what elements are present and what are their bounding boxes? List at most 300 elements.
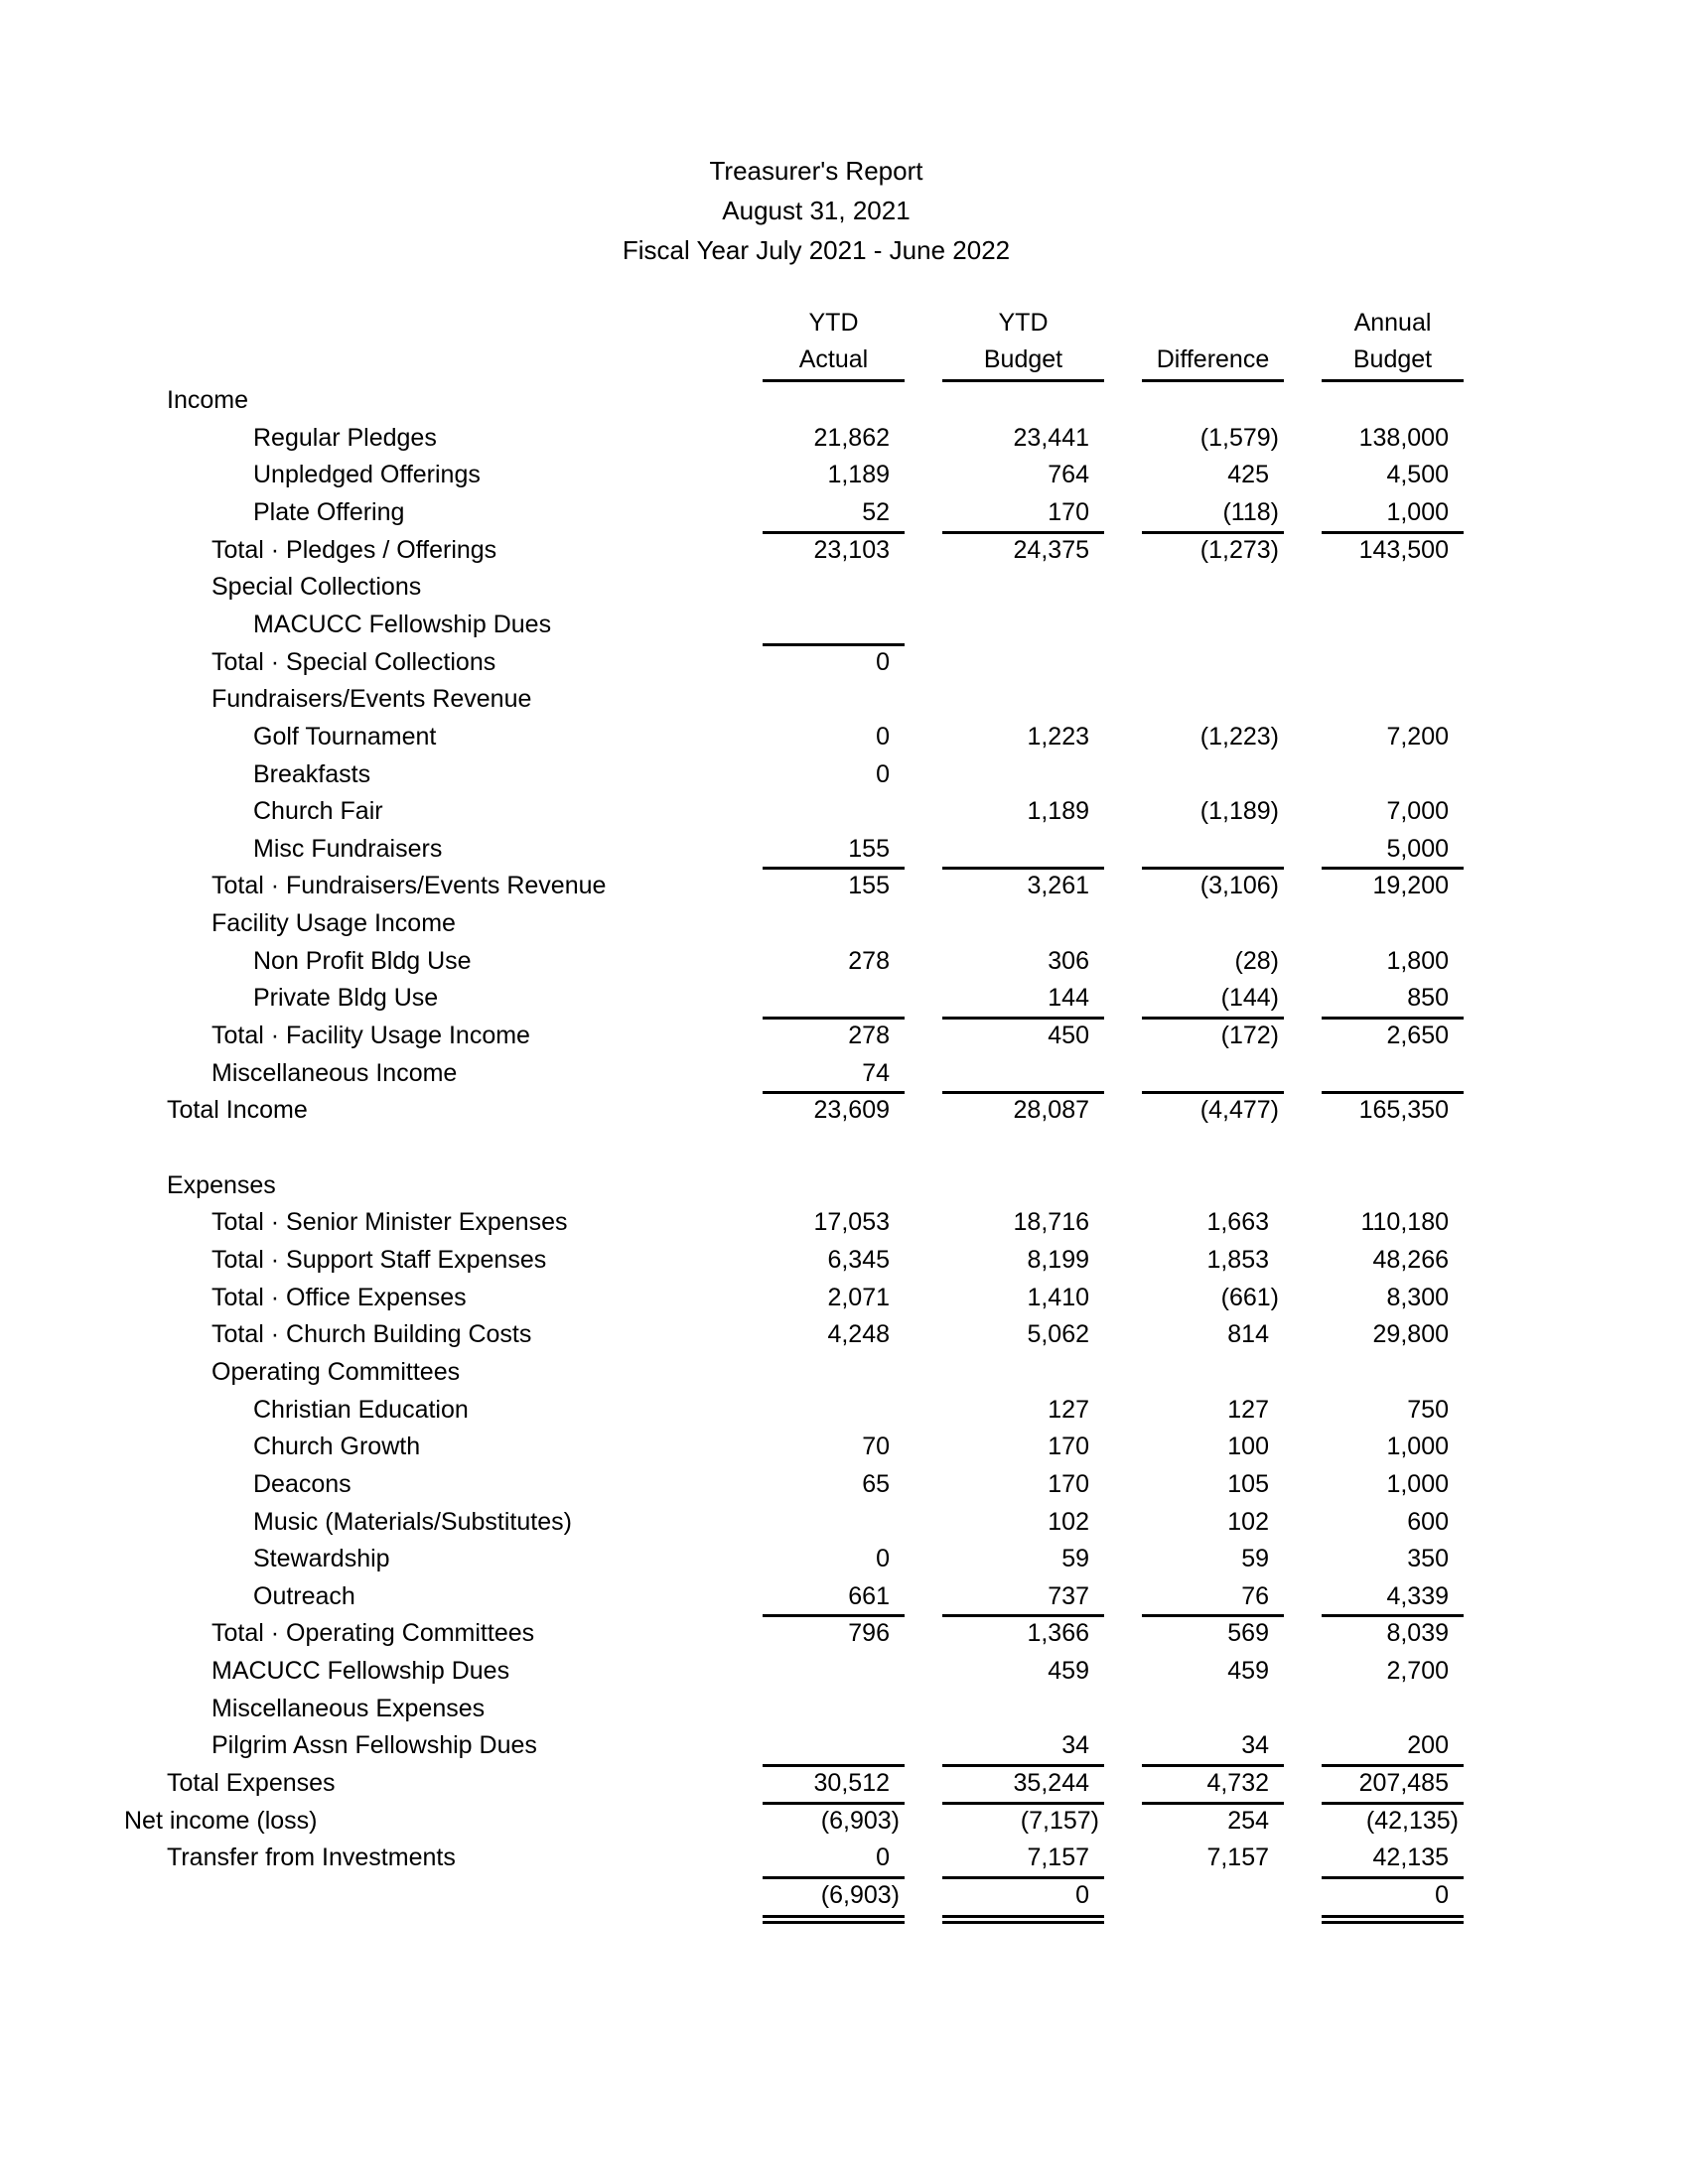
cell-annual — [1322, 1802, 1464, 1840]
cell-value: (6,903) — [820, 1881, 900, 1909]
cell-difference — [1142, 1802, 1284, 1840]
column-header-budget-line1: YTD — [998, 309, 1049, 337]
cell-actual — [763, 792, 905, 830]
cell-difference — [1142, 1315, 1284, 1353]
cell-actual — [763, 1652, 905, 1690]
cell-annual — [1322, 1166, 1464, 1204]
cell-budget — [942, 1315, 1104, 1353]
total-row — [0, 1315, 1688, 1353]
cell-value: 1,000 — [1386, 1470, 1449, 1498]
cell-budget — [942, 718, 1104, 755]
row-label: Total · Fundraisers/Events Revenue — [211, 872, 607, 899]
table-row — [0, 1391, 1688, 1429]
cell-difference — [1142, 1690, 1284, 1727]
cell-difference — [1142, 1129, 1284, 1166]
cell-difference — [1142, 830, 1284, 868]
cell-difference — [1142, 381, 1284, 419]
cell-actual — [763, 606, 905, 643]
row-label: Expenses — [167, 1171, 276, 1199]
table-row — [0, 755, 1688, 793]
cell-difference — [1142, 1054, 1284, 1092]
cell-annual — [1322, 419, 1464, 457]
cell-value: 8,039 — [1386, 1619, 1449, 1647]
cell-budget — [942, 381, 1104, 419]
cell-value: 7,000 — [1386, 797, 1449, 825]
cell-budget — [942, 1241, 1104, 1279]
cell-actual — [763, 381, 905, 419]
cell-difference — [1142, 1091, 1284, 1129]
cell-annual — [1322, 1503, 1464, 1541]
cell-annual — [1322, 1465, 1464, 1503]
cell-value: 59 — [1241, 1545, 1269, 1572]
cell-difference — [1142, 1428, 1284, 1465]
cell-value: 8,300 — [1386, 1284, 1449, 1311]
cell-difference — [1142, 1166, 1284, 1204]
cell-annual — [1322, 531, 1464, 569]
cell-value: (28) — [1234, 947, 1279, 975]
cell-annual — [1322, 1017, 1464, 1054]
total-row — [0, 1241, 1688, 1279]
cell-actual — [763, 1315, 905, 1353]
table-row — [0, 680, 1688, 718]
cell-value: 7,157 — [1027, 1843, 1089, 1871]
total-row — [0, 1203, 1688, 1241]
total-row — [0, 1017, 1688, 1054]
cell-difference — [1142, 1614, 1284, 1652]
cell-value: 207,485 — [1358, 1769, 1449, 1797]
cell-budget — [942, 531, 1104, 569]
spacer-row — [0, 1129, 1688, 1166]
row-label: Operating Committees — [211, 1358, 461, 1386]
cell-annual — [1322, 830, 1464, 868]
cell-annual — [1322, 1315, 1464, 1353]
table-row — [0, 606, 1688, 643]
row-label: Total Income — [167, 1096, 308, 1124]
cell-value: 3,261 — [1027, 872, 1089, 899]
cell-difference — [1142, 1652, 1284, 1690]
table-row — [0, 1540, 1688, 1577]
grand-total-row — [0, 1876, 1688, 1914]
column-header-annual-line2: Budget — [1352, 345, 1433, 373]
cell-budget — [942, 1577, 1104, 1615]
cell-actual — [763, 1540, 905, 1577]
cell-difference — [1142, 493, 1284, 531]
cell-actual — [763, 1279, 905, 1316]
cell-actual — [763, 718, 905, 755]
cell-budget — [942, 1129, 1104, 1166]
cell-value: 1,366 — [1027, 1619, 1089, 1647]
cell-budget — [942, 568, 1104, 606]
row-label: Christian Education — [253, 1396, 469, 1424]
cell-value: 600 — [1407, 1508, 1449, 1536]
cell-value: 170 — [1048, 1470, 1089, 1498]
cell-difference — [1142, 1353, 1284, 1391]
cell-actual — [763, 1428, 905, 1465]
column-header-annual-line1: Annual — [1353, 309, 1432, 337]
cell-annual — [1322, 1614, 1464, 1652]
cell-budget — [942, 1091, 1104, 1129]
cell-value: 425 — [1227, 461, 1269, 488]
cell-value: 1,189 — [827, 461, 890, 488]
cell-budget — [942, 419, 1104, 457]
cell-value: 138,000 — [1358, 424, 1449, 452]
cell-value: 1,000 — [1386, 1433, 1449, 1460]
cell-actual — [763, 1465, 905, 1503]
cell-actual — [763, 1017, 905, 1054]
table-row — [0, 1690, 1688, 1727]
cell-value: 2,071 — [827, 1284, 890, 1311]
cell-annual — [1322, 1876, 1464, 1914]
cell-value: (42,135) — [1365, 1807, 1459, 1835]
cell-budget — [942, 1652, 1104, 1690]
table-row — [0, 568, 1688, 606]
table-row — [0, 718, 1688, 755]
cell-actual — [763, 680, 905, 718]
row-label: Total · Pledges / Offerings — [211, 536, 497, 564]
cell-value: 127 — [1048, 1396, 1089, 1424]
table-row — [0, 456, 1688, 493]
row-label: Stewardship — [253, 1545, 390, 1572]
cell-value: 6,345 — [827, 1246, 890, 1274]
cell-annual — [1322, 643, 1464, 681]
cell-difference — [1142, 1577, 1284, 1615]
cell-value: 7,157 — [1206, 1843, 1269, 1871]
report-title: Treasurer's Report — [709, 156, 923, 186]
row-label: Miscellaneous Expenses — [211, 1695, 486, 1722]
cell-value: (1,273) — [1199, 536, 1279, 564]
column-header-difference-line2: Difference — [1156, 345, 1270, 373]
cell-budget — [942, 1503, 1104, 1541]
cell-annual — [1322, 718, 1464, 755]
cell-actual — [763, 1690, 905, 1727]
row-label: Church Growth — [253, 1433, 421, 1460]
cell-budget — [942, 867, 1104, 904]
cell-value: (7,157) — [1020, 1807, 1099, 1835]
cell-value: 278 — [848, 1022, 890, 1049]
cell-value: 28,087 — [1013, 1096, 1089, 1124]
cell-value: 0 — [1075, 1881, 1089, 1909]
cell-actual — [763, 830, 905, 868]
cell-difference — [1142, 718, 1284, 755]
cell-value: (6,903) — [820, 1807, 900, 1835]
total-row — [0, 1279, 1688, 1316]
cell-actual — [763, 1054, 905, 1092]
cell-annual — [1322, 904, 1464, 942]
cell-annual — [1322, 1279, 1464, 1316]
row-label: Golf Tournament — [253, 723, 437, 751]
cell-difference — [1142, 568, 1284, 606]
row-label: Private Bldg Use — [253, 984, 439, 1012]
row-label: Income — [167, 386, 248, 414]
cell-budget — [942, 1839, 1104, 1876]
cell-annual — [1322, 1129, 1464, 1166]
cell-value: 23,441 — [1013, 424, 1089, 452]
table-row — [0, 1428, 1688, 1465]
cell-value: 105 — [1227, 1470, 1269, 1498]
cell-annual — [1322, 456, 1464, 493]
cell-budget — [942, 1876, 1104, 1914]
cell-value: (3,106) — [1199, 872, 1279, 899]
row-label: Outreach — [253, 1582, 355, 1610]
row-label: Net income (loss) — [124, 1807, 318, 1835]
cell-difference — [1142, 942, 1284, 980]
cell-value: 2,700 — [1386, 1657, 1449, 1685]
cell-value: 76 — [1241, 1582, 1269, 1610]
row-label: Non Profit Bldg Use — [253, 947, 472, 975]
cell-annual — [1322, 755, 1464, 793]
cell-annual — [1322, 792, 1464, 830]
cell-budget — [942, 1540, 1104, 1577]
cell-annual — [1322, 1203, 1464, 1241]
cell-value: 42,135 — [1372, 1843, 1449, 1871]
table-row — [0, 1353, 1688, 1391]
cell-budget — [942, 755, 1104, 793]
cell-annual — [1322, 1764, 1464, 1802]
cell-annual — [1322, 942, 1464, 980]
cell-value: 102 — [1227, 1508, 1269, 1536]
row-label: Total · Office Expenses — [211, 1284, 467, 1311]
cell-actual — [763, 1614, 905, 1652]
cell-actual — [763, 755, 905, 793]
row-label: Plate Offering — [253, 498, 405, 526]
cell-actual — [763, 1203, 905, 1241]
row-label: Breakfasts — [253, 760, 371, 788]
cell-annual — [1322, 1054, 1464, 1092]
cell-annual — [1322, 1391, 1464, 1429]
cell-annual — [1322, 1839, 1464, 1876]
table-row — [0, 1726, 1688, 1764]
cell-value: (172) — [1220, 1022, 1279, 1049]
cell-actual — [763, 568, 905, 606]
table-row — [0, 419, 1688, 457]
total-row — [0, 1091, 1688, 1129]
row-label: Special Collections — [211, 573, 422, 601]
cell-annual — [1322, 1690, 1464, 1727]
row-label: Unpledged Offerings — [253, 461, 481, 488]
cell-value: 1,410 — [1027, 1284, 1089, 1311]
cell-value: 19,200 — [1372, 872, 1449, 899]
cell-value: (1,189) — [1199, 797, 1279, 825]
row-label: Total · Facility Usage Income — [211, 1022, 530, 1049]
cell-value: 30,512 — [813, 1769, 890, 1797]
cell-value: 18,716 — [1013, 1208, 1089, 1236]
cell-value: (661) — [1220, 1284, 1279, 1311]
row-label: Regular Pledges — [253, 424, 437, 452]
cell-value: 110,180 — [1360, 1208, 1449, 1236]
cell-value: 5,000 — [1386, 835, 1449, 863]
cell-budget — [942, 1391, 1104, 1429]
cell-value: 1,663 — [1206, 1208, 1269, 1236]
cell-actual — [763, 1503, 905, 1541]
cell-value: 850 — [1407, 984, 1449, 1012]
cell-value: (1,579) — [1199, 424, 1279, 452]
cell-annual — [1322, 1652, 1464, 1690]
cell-value: 4,500 — [1386, 461, 1449, 488]
cell-actual — [763, 419, 905, 457]
cell-difference — [1142, 1503, 1284, 1541]
cell-value: (144) — [1220, 984, 1279, 1012]
table-row — [0, 830, 1688, 868]
cell-actual — [763, 1166, 905, 1204]
cell-value: 459 — [1048, 1657, 1089, 1685]
row-label: Total · Support Staff Expenses — [211, 1246, 547, 1274]
cell-value: 1,800 — [1386, 947, 1449, 975]
table-row — [0, 381, 1688, 419]
report-fiscal-year: Fiscal Year July 2021 - June 2022 — [622, 235, 1011, 265]
cell-actual — [763, 1876, 905, 1914]
cell-difference — [1142, 1017, 1284, 1054]
row-label: Total · Church Building Costs — [211, 1320, 532, 1348]
cell-actual — [763, 1577, 905, 1615]
cell-annual — [1322, 606, 1464, 643]
cell-value: (4,477) — [1199, 1096, 1279, 1124]
cell-annual — [1322, 1091, 1464, 1129]
cell-difference — [1142, 456, 1284, 493]
cell-actual — [763, 904, 905, 942]
cell-actual — [763, 456, 905, 493]
cell-difference — [1142, 531, 1284, 569]
cell-value: 74 — [862, 1059, 890, 1087]
cell-difference — [1142, 680, 1284, 718]
cell-value: 764 — [1048, 461, 1089, 488]
report-date: August 31, 2021 — [722, 196, 911, 225]
cell-annual — [1322, 979, 1464, 1017]
cell-difference — [1142, 1241, 1284, 1279]
cell-value: 23,103 — [813, 536, 890, 564]
table-row — [0, 904, 1688, 942]
double-underline — [1322, 1915, 1464, 1924]
row-label: Church Fair — [253, 797, 383, 825]
cell-value: 569 — [1227, 1619, 1269, 1647]
cell-value: 155 — [848, 835, 890, 863]
cell-value: 143,500 — [1358, 536, 1449, 564]
cell-value: 5,062 — [1027, 1320, 1089, 1348]
cell-value: 52 — [862, 498, 890, 526]
total-row — [0, 867, 1688, 904]
column-header-actual-line1: YTD — [808, 309, 859, 337]
cell-value: 127 — [1227, 1396, 1269, 1424]
cell-value: 1,189 — [1027, 797, 1089, 825]
cell-value: 459 — [1227, 1657, 1269, 1685]
cell-value: 0 — [1435, 1881, 1449, 1909]
cell-annual — [1322, 1577, 1464, 1615]
cell-budget — [942, 643, 1104, 681]
cell-difference — [1142, 606, 1284, 643]
cell-budget — [942, 680, 1104, 718]
cell-difference — [1142, 867, 1284, 904]
cell-value: 450 — [1048, 1022, 1089, 1049]
cell-actual — [763, 1764, 905, 1802]
cell-annual — [1322, 568, 1464, 606]
row-label: Pilgrim Assn Fellowship Dues — [211, 1731, 537, 1759]
cell-budget — [942, 1802, 1104, 1840]
cell-value: 48,266 — [1372, 1246, 1449, 1274]
cell-budget — [942, 979, 1104, 1017]
cell-actual — [763, 1839, 905, 1876]
cell-difference — [1142, 904, 1284, 942]
cell-annual — [1322, 680, 1464, 718]
row-label: Miscellaneous Income — [211, 1059, 458, 1087]
table-row — [0, 1166, 1688, 1204]
row-label: Misc Fundraisers — [253, 835, 443, 863]
cell-actual — [763, 867, 905, 904]
cell-value: 306 — [1048, 947, 1089, 975]
table-row — [0, 1652, 1688, 1690]
row-label: Transfer from Investments — [167, 1843, 456, 1871]
cell-actual — [763, 942, 905, 980]
cell-value: (1,223) — [1199, 723, 1279, 751]
row-label: MACUCC Fellowship Dues — [211, 1657, 510, 1685]
cell-actual — [763, 1129, 905, 1166]
cell-actual — [763, 1802, 905, 1840]
cell-difference — [1142, 1726, 1284, 1764]
cell-value: 34 — [1241, 1731, 1269, 1759]
cell-value: (118) — [1222, 498, 1279, 526]
table-row — [0, 979, 1688, 1017]
cell-annual — [1322, 1540, 1464, 1577]
cell-difference — [1142, 755, 1284, 793]
cell-value: 737 — [1048, 1582, 1089, 1610]
cell-budget — [942, 493, 1104, 531]
cell-budget — [942, 1017, 1104, 1054]
cell-value: 278 — [848, 947, 890, 975]
table-row — [0, 493, 1688, 531]
table-row — [0, 1577, 1688, 1615]
cell-value: 0 — [876, 648, 890, 676]
cell-actual — [763, 1726, 905, 1764]
cell-value: 100 — [1227, 1433, 1269, 1460]
cell-annual — [1322, 1428, 1464, 1465]
cell-value: 23,609 — [813, 1096, 890, 1124]
cell-annual — [1322, 493, 1464, 531]
cell-value: 59 — [1061, 1545, 1089, 1572]
cell-value: 254 — [1227, 1807, 1269, 1835]
row-label: Facility Usage Income — [211, 909, 456, 937]
cell-value: 796 — [848, 1619, 890, 1647]
cell-value: 1,000 — [1386, 498, 1449, 526]
cell-value: 4,339 — [1386, 1582, 1449, 1610]
cell-actual — [763, 531, 905, 569]
cell-annual — [1322, 867, 1464, 904]
row-label: MACUCC Fellowship Dues — [253, 611, 552, 638]
cell-budget — [942, 1690, 1104, 1727]
cell-budget — [942, 456, 1104, 493]
table-row — [0, 1802, 1688, 1840]
cell-budget — [942, 606, 1104, 643]
table-row — [0, 1054, 1688, 1092]
cell-value: 1,853 — [1206, 1246, 1269, 1274]
double-underline — [763, 1915, 905, 1924]
cell-value: 2,650 — [1386, 1022, 1449, 1049]
cell-value: 750 — [1407, 1396, 1449, 1424]
cell-value: 1,223 — [1027, 723, 1089, 751]
cell-budget — [942, 1054, 1104, 1092]
cell-budget — [942, 830, 1104, 868]
cell-value: 0 — [876, 723, 890, 751]
cell-value: 155 — [848, 872, 890, 899]
table-row — [0, 1839, 1688, 1876]
row-label: Total · Senior Minister Expenses — [211, 1208, 568, 1236]
cell-actual — [763, 1241, 905, 1279]
cell-value: 661 — [848, 1582, 890, 1610]
cell-value: 29,800 — [1372, 1320, 1449, 1348]
cell-difference — [1142, 1391, 1284, 1429]
cell-difference — [1142, 1764, 1284, 1802]
cell-budget — [942, 792, 1104, 830]
table-row — [0, 792, 1688, 830]
cell-value: 4,732 — [1206, 1769, 1269, 1797]
cell-value: 165,350 — [1358, 1096, 1449, 1124]
